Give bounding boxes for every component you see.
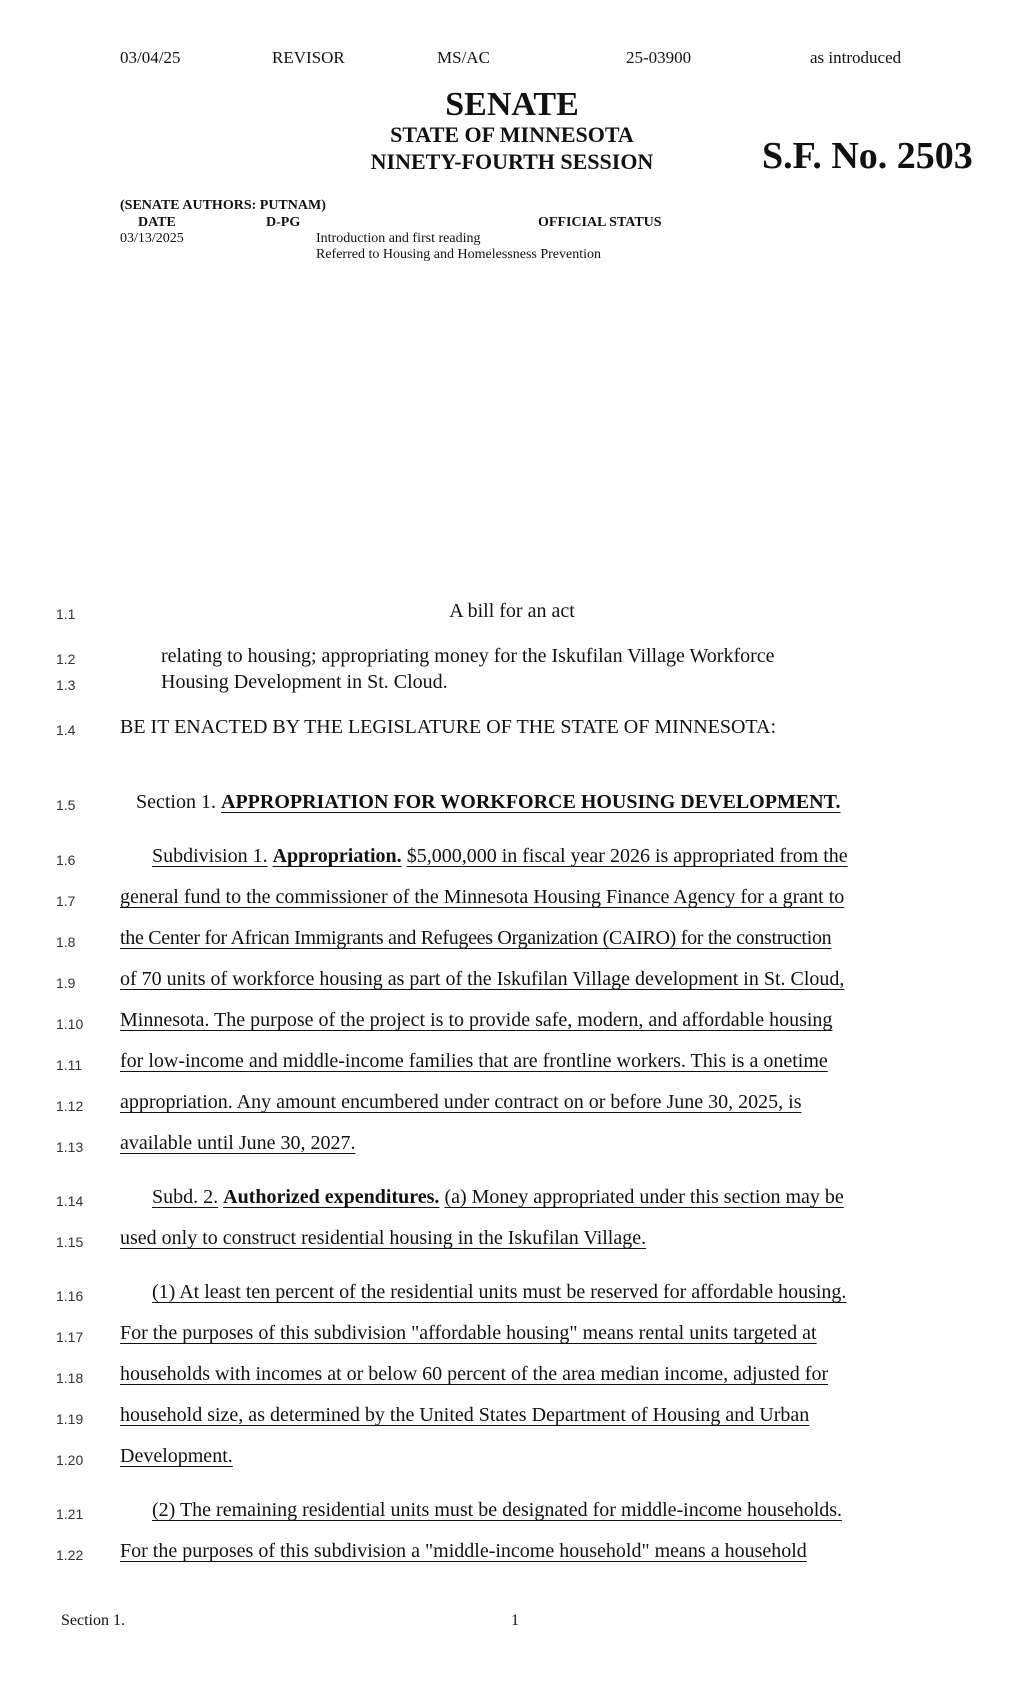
bill-line: general fund to the commissioner of the Minnesota Housing Finance Agency for a grant to: [120, 886, 845, 908]
line-number: 1.14: [56, 1193, 84, 1209]
section-number: Section 1.: [136, 791, 221, 813]
page-number: 1: [511, 1612, 519, 1629]
bill-text: $5,000,000 in fiscal year 2026 is appropriated from the: [406, 845, 848, 867]
header-revisor: REVISOR: [272, 48, 345, 67]
line-number: 1.18: [56, 1370, 84, 1386]
bill-line: available until June 30, 2027.: [120, 1132, 356, 1154]
bill-line: Housing Development in St. Cloud.: [161, 671, 448, 693]
col-date-header: DATE: [138, 215, 176, 230]
bill-line: for low-income and middle-income families that are frontline workers. This is a onetime: [120, 1050, 828, 1072]
line-number: 1.15: [56, 1234, 84, 1250]
bill-line: For the purposes of this subdivision "affordable housing" means rental units targeted at: [120, 1322, 817, 1344]
header-date: 03/04/25: [120, 48, 181, 67]
line-number: 1.10: [56, 1016, 84, 1032]
action-status-line-1: Introduction and first reading: [316, 231, 481, 246]
chamber-title: SENATE: [445, 86, 579, 123]
bill-line: of 70 units of workforce housing as part of the Iskufilan Village development in St. Cloud,: [120, 968, 845, 990]
line-number: 1.7: [56, 893, 76, 909]
action-date: 03/13/2025: [120, 231, 184, 246]
bill-line: household size, as determined by the United States Department of Housing and Urban: [120, 1404, 810, 1426]
col-status-header: OFFICIAL STATUS: [538, 215, 662, 230]
enacting-clause: BE IT ENACTED BY THE LEGISLATURE OF THE STATE OF MINNESOTA:: [120, 716, 777, 738]
line-number: 1.11: [56, 1057, 83, 1073]
bill-line: Minnesota. The purpose of the project is to provide safe, modern, and affordable housing: [120, 1009, 833, 1031]
line-number: 1.22: [56, 1547, 84, 1563]
bill-line: households with incomes at or below 60 percent of the area median income, adjusted for: [120, 1363, 829, 1385]
subdivision-number: Subd. 2.: [152, 1186, 219, 1208]
line-number: 1.3: [56, 677, 76, 693]
line-number: 1.1: [56, 606, 76, 622]
session-title: NINETY-FOURTH SESSION: [370, 149, 654, 174]
header-initials: MS/AC: [437, 48, 490, 67]
section-title: APPROPRIATION FOR WORKFORCE HOUSING DEVELOPMENT.: [221, 791, 841, 813]
subdivision-title: Appropriation.: [272, 845, 402, 867]
bill-line: the Center for African Immigrants and Refugees Organization (CAIRO) for the construction: [120, 927, 832, 949]
bill-line: [152, 1186, 844, 1209]
bill-line: (1) At least ten percent of the residential units must be reserved for affordable housing.: [152, 1281, 847, 1303]
line-number: 1.9: [56, 975, 76, 991]
section-heading: [136, 791, 840, 814]
state-title: STATE OF MINNESOTA: [390, 122, 634, 147]
bill-line: (2) The remaining residential units must be designated for middle-income households.: [152, 1499, 843, 1521]
line-number: 1.4: [56, 722, 76, 738]
line-number: 1.5: [56, 797, 76, 813]
line-number: 1.16: [56, 1288, 84, 1304]
line-number: 1.2: [56, 651, 76, 667]
senate-authors: (SENATE AUTHORS: PUTNAM): [120, 198, 326, 213]
header-doc-number: 25-03900: [626, 48, 692, 67]
line-number: 1.20: [56, 1452, 84, 1468]
line-number: 1.13: [56, 1139, 84, 1155]
line-number: 1.17: [56, 1329, 84, 1345]
header-status: as introduced: [810, 48, 902, 67]
subdivision-title: Authorized expenditures.: [223, 1186, 440, 1208]
footer-section: Section 1.: [61, 1612, 125, 1629]
bill-text: (a) Money appropriated under this section may be: [444, 1186, 844, 1208]
bill-line: appropriation. Any amount encumbered under contract on or before June 30, 2025, is: [120, 1091, 802, 1113]
line-number: 1.19: [56, 1411, 84, 1427]
action-status-line-2: Referred to Housing and Homelessness Prevention: [316, 247, 601, 262]
subdivision-number: Subdivision 1.: [152, 845, 268, 867]
line-number: 1.6: [56, 852, 76, 868]
line-number: 1.21: [56, 1506, 84, 1522]
bill-title-line: A bill for an act: [449, 600, 575, 622]
line-number: 1.8: [56, 934, 76, 950]
bill-line: For the purposes of this subdivision a "middle-income household" means a household: [120, 1540, 807, 1562]
bill-line: relating to housing; appropriating money for the Iskufilan Village Workforce: [161, 645, 775, 667]
col-dpg-header: D-PG: [266, 215, 301, 230]
bill-line: Development.: [120, 1445, 233, 1467]
bill-number: S.F. No. 2503: [762, 135, 973, 177]
line-number: 1.12: [56, 1098, 84, 1114]
bill-line: used only to construct residential housing in the Iskufilan Village.: [120, 1227, 647, 1249]
bill-line: [152, 845, 848, 868]
